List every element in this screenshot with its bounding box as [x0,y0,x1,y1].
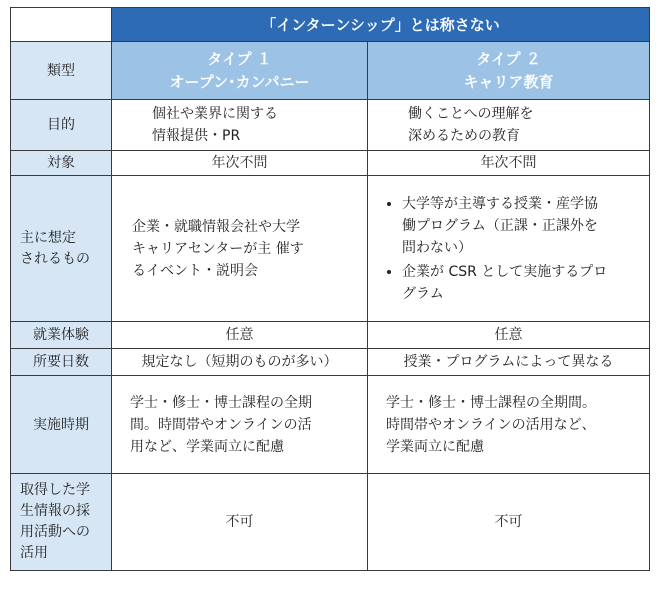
recruiting-label-line: 生情報の採 [20,503,90,519]
list-item-line: 働プログラム（正課・正課外を [402,217,598,234]
assumed-type1-line: 企業・就職情報会社や大学 [132,218,300,235]
table-title: 「インターンシップ」とは称さない [112,8,650,42]
assumed-label [11,176,112,322]
list-item [402,261,645,305]
recruiting-type1: 不可 [112,474,368,571]
target-type2: 年次不問 [368,151,650,176]
period-type2-line: 学士・修士・博士課程の全期間。 [386,394,596,411]
list-item-line: • 企業が CSR として実施するプロ [402,263,608,280]
assumed-label-line: 主に想定 [20,229,76,246]
purpose-label: 目的 [11,100,112,151]
assumed-type2-list [380,193,645,305]
work-experience-type1: 任意 [112,322,368,349]
purpose-type1 [112,100,368,151]
work-experience-type2: 任意 [368,322,650,349]
list-item [402,193,645,259]
purpose-type1-line: 個社や業界に関する [152,106,278,122]
recruiting-label-line: 用活動への [20,524,90,540]
days-label: 所要日数 [11,349,112,376]
assumed-type2 [368,176,650,322]
assumed-type1-line: キャリアセンターが主 催す [132,240,304,257]
work-experience-label: 就業体験 [11,322,112,349]
list-item-line: グラム [402,285,444,302]
days-type2: 授業・プログラムによって異なる [368,349,650,376]
purpose-type2 [368,100,650,151]
period-type1-line: 用など、学業両立に配慮 [130,438,284,455]
target-type1: 年次不問 [112,151,368,176]
period-type2-line: 時間帯やオンラインの活用など、 [386,416,596,433]
target-label: 対象 [11,151,112,176]
period-type2 [368,376,650,474]
type2-number: タイプ ２ [476,49,541,68]
purpose-type1-line: 情報提供・PR [152,128,241,144]
period-type1 [112,376,368,474]
category-label: 類型 [11,42,112,100]
period-type1-line: 間。時間帯やオンラインの活 [130,416,312,433]
days-type1: 規定なし（短期のものが多い） [112,349,368,376]
recruiting-type2: 不可 [368,474,650,571]
type1-header [112,42,368,100]
type2-header [368,42,650,100]
recruiting-label-line: 取得した学 [20,482,90,498]
assumed-type1 [112,176,368,322]
corner-cell [11,8,112,42]
purpose-type2-line: 働くことへの理解を [408,106,534,122]
assumed-label-line: されるもの [20,250,90,267]
comparison-table [10,7,650,571]
purpose-type2-line: 深めるための教育 [408,128,520,144]
recruiting-label [11,474,112,571]
list-item-line: • 大学等が主導する授業・産学協 [402,195,598,212]
assumed-type1-line: るイベント・説明会 [132,262,258,279]
period-label: 実施時期 [11,376,112,474]
period-type2-line: 学業両立に配慮 [386,438,484,455]
recruiting-label-line: 活用 [20,545,48,561]
type1-name: オープン･カンパニー [169,72,310,91]
type2-name: キャリア教育 [463,72,554,91]
type1-number: タイプ １ [207,49,272,68]
period-type1-line: 学士・修士・博士課程の全期 [130,394,312,411]
list-item-line: 問わない） [402,239,472,256]
